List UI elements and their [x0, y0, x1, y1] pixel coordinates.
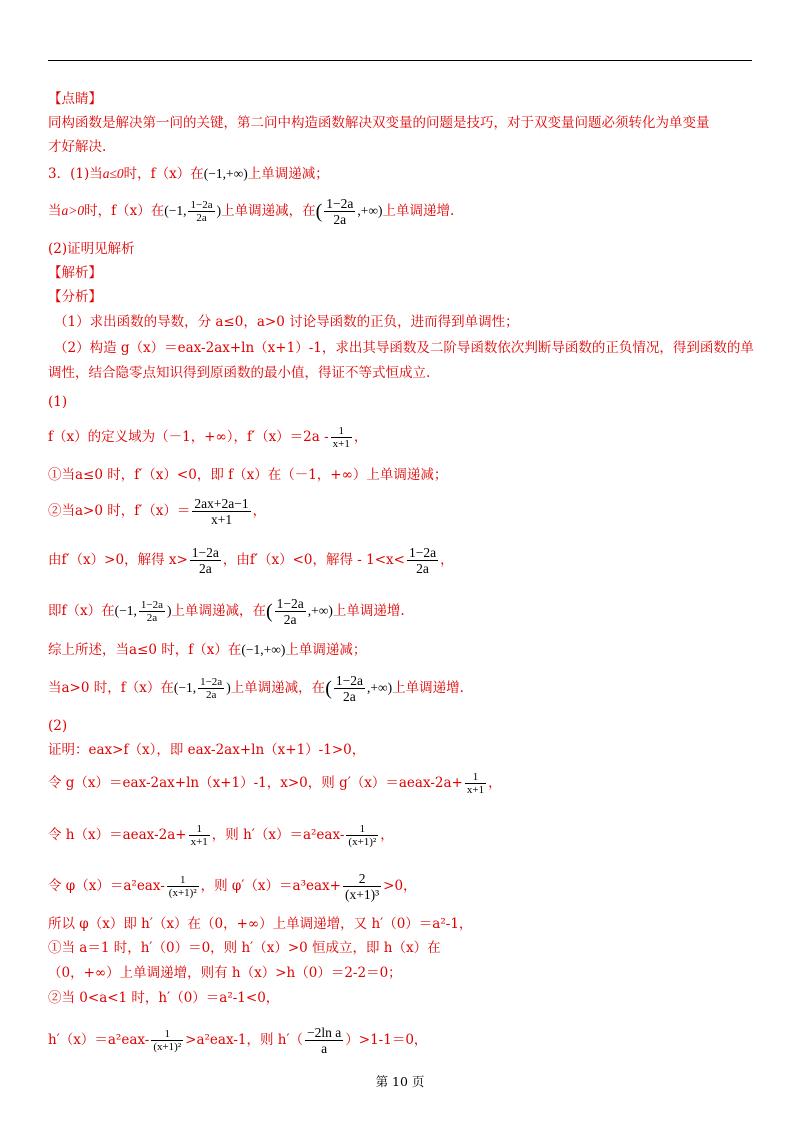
text: 上单调递减，在	[221, 203, 316, 219]
header-rule	[48, 60, 752, 61]
summary-1	[48, 641, 366, 659]
text: 时，f（x）在	[84, 203, 165, 219]
text: >0，	[383, 878, 417, 894]
paren: (	[265, 600, 273, 623]
proof-5: 所以 φ（x）即 h′（x）在（0，+∞）上单调递增，又 h′（0）＝a²-1，	[48, 916, 473, 932]
fenxi-3: 调性，结合隐零点知识得到原函数的最小值，得证不等式恒成立.	[48, 365, 431, 381]
denominator: 2a	[283, 612, 297, 627]
part-1-label: (1)	[48, 394, 68, 410]
fraction	[198, 676, 224, 701]
numerator: 1−2a	[140, 599, 163, 611]
interval-right: ,+∞)	[357, 203, 383, 218]
text: ，	[440, 552, 454, 568]
text: ，由f′（x）<0，解得 - 1<x<	[222, 552, 405, 568]
numerator: 1−2a	[326, 196, 354, 211]
answer-3-part-2: (2)证明见解析	[48, 241, 135, 257]
numerator: 1	[151, 1028, 183, 1041]
summary-2	[48, 673, 464, 704]
monotonic-line	[48, 596, 405, 627]
text: 综上所述，当a≤0 时，f（x）在	[48, 642, 242, 658]
numerator: 1	[346, 823, 378, 836]
domain-line	[48, 425, 367, 450]
proof-phi	[48, 871, 417, 902]
text: 当	[48, 203, 62, 219]
numerator: 1−2a	[191, 545, 219, 560]
fraction	[465, 771, 486, 796]
fraction	[275, 596, 306, 627]
text: 由f′（x）>0，解得 x>	[48, 552, 188, 568]
dianjing-text-2: 才好解决.	[48, 139, 107, 155]
fraction	[190, 545, 221, 576]
denominator: 2a	[198, 561, 212, 576]
paren: (	[315, 200, 323, 223]
fraction	[167, 874, 199, 899]
fraction	[407, 545, 438, 576]
paren: (	[325, 677, 332, 700]
text: 上单调递减，在	[171, 603, 266, 619]
jiexi-heading: 【解析】	[48, 265, 102, 281]
text: ②当a>0 时，f′（x）＝	[48, 503, 191, 519]
math: a≤0	[102, 166, 124, 181]
text: ，	[488, 775, 502, 791]
text: ）>1-1＝0，	[345, 1032, 428, 1048]
numerator: 1−2a	[408, 545, 437, 560]
interval-right: ,+∞)	[307, 603, 333, 618]
fraction	[188, 199, 214, 224]
proof-1: 证明：eax>f（x），即 eax-2ax+ln（x+1）-1>0，	[48, 742, 366, 758]
case-2	[48, 496, 266, 527]
solve-line	[48, 545, 454, 576]
dianjing-text-1: 同构函数是解决第一问的关键，第二问中构造函数解决双变量的问题是技巧，对于双变量问题必须转化为单变量	[48, 115, 710, 131]
interval-left: (−1,	[173, 680, 197, 695]
proof-h	[48, 823, 394, 848]
text: 上单调递增.	[382, 203, 455, 219]
interval-right: ,+∞)	[366, 680, 393, 695]
fenxi-2: （2）构造 g（x）＝eax-2ax+ln（x+1）-1，求出其导函数及二阶导函数依次判断导函数的正负情况，得到函数的单	[54, 340, 754, 356]
answer-3-line-2	[48, 196, 454, 227]
denominator: 2a	[146, 612, 158, 624]
denominator: a	[321, 1041, 328, 1056]
text: 上单调递减；	[285, 642, 367, 658]
proof-7: （0，+∞）上单调递增，则有 h（x）>h（0）＝2-2＝0；	[48, 965, 402, 981]
proof-9	[48, 1025, 427, 1056]
numerator: −2ln a	[307, 1025, 342, 1040]
denominator: x+1	[466, 784, 485, 796]
fraction	[151, 1028, 183, 1053]
case-1: ①当a≤0 时，f′（x）<0，即 f（x）在（－1，+∞）上单调递减；	[48, 467, 448, 483]
fraction	[324, 196, 355, 227]
text: 即f（x）在	[48, 603, 115, 619]
denominator: 2a	[205, 689, 217, 701]
fraction	[189, 823, 210, 848]
part-2-label: (2)	[48, 718, 68, 734]
interval: (−1,+∞)	[203, 166, 248, 181]
interval-right: )	[216, 203, 222, 218]
math: a>0	[61, 203, 85, 218]
text: 上单调递增.	[332, 603, 405, 619]
denominator: (x+1)²	[168, 887, 197, 899]
fraction	[192, 496, 250, 527]
interval-left: (−1,	[164, 203, 187, 218]
numerator: 1	[331, 425, 352, 438]
denominator: 2a	[196, 212, 207, 224]
proof-8: ②当 0<a<1 时，h′（0）＝a²-1<0，	[48, 990, 280, 1006]
denominator: 2a	[416, 561, 429, 576]
text: 时，f（x）在	[123, 166, 204, 182]
fraction	[343, 871, 381, 902]
denominator: 2a	[333, 212, 347, 227]
text: 当a>0 时，f（x）在	[48, 680, 174, 696]
numerator: 1−2a	[276, 596, 304, 611]
denominator: x+1	[210, 512, 233, 527]
interval-right: )	[166, 603, 172, 618]
text: 上单调递减；	[247, 166, 329, 182]
numerator: 1	[167, 874, 199, 887]
denominator: x+1	[190, 836, 208, 848]
proof-6: ①当 a＝1 时，h′（0）＝0，则 h′（x）>0 恒成立，即 h（x）在	[48, 940, 441, 956]
text: >a²eax-1，则 h′（	[185, 1032, 304, 1048]
text: 令 h（x）＝aeax-2a+	[48, 827, 187, 843]
text: 3．(1)当	[48, 166, 103, 182]
proof-g	[48, 771, 502, 796]
interval-left: (−1,	[114, 603, 137, 618]
numerator: 1−2a	[335, 673, 363, 688]
fraction	[305, 1025, 343, 1056]
fraction	[331, 425, 352, 450]
fraction	[334, 673, 365, 704]
numerator: 1	[465, 771, 486, 784]
denominator: (x+1)²	[153, 1041, 182, 1053]
fenxi-1: （1）求出函数的导数，分 a≤0，a>0 讨论导函数的正负，进而得到单调性；	[54, 314, 519, 330]
denominator: (x+1)³	[344, 887, 380, 902]
fenxi-heading: 【分析】	[48, 289, 102, 305]
text: h′（x）＝a²eax-	[48, 1032, 150, 1048]
text: ，则 φ′（x）＝a³eax+	[200, 878, 341, 894]
dianjing-heading: 【点睛】	[48, 91, 102, 107]
fraction	[346, 823, 378, 848]
numerator: 2ax+2a−1	[194, 496, 249, 511]
numerator: 1−2a	[190, 199, 213, 211]
text: ，	[380, 827, 394, 843]
denominator: (x+1)²	[348, 836, 377, 848]
text: 上单调递增.	[392, 680, 464, 696]
text: ，则 h′（x）＝a²eax-	[211, 827, 345, 843]
text: f（x）的定义域为（－1，+∞），f′（x）＝2a -	[48, 429, 329, 445]
text: ，	[353, 429, 368, 445]
numerator: 1−2a	[200, 676, 223, 688]
denominator: x+1	[332, 438, 350, 450]
page-footer: 第 10 页	[375, 1074, 425, 1089]
fraction	[139, 599, 165, 624]
numerator: 1	[189, 823, 210, 836]
text: ，	[252, 503, 267, 519]
text: 令 g（x）＝eax-2ax+ln（x+1）-1，x>0，则 g′（x）＝aeax-2a+	[48, 775, 463, 791]
text: 令 φ（x）＝a²eax-	[48, 878, 165, 894]
text: 上单调递减，在	[230, 680, 326, 696]
interval-right: )	[226, 680, 231, 695]
answer-3-line-1	[48, 165, 329, 183]
interval: (−1,+∞)	[241, 642, 286, 657]
denominator: 2a	[343, 689, 356, 704]
numerator: 2	[343, 871, 381, 887]
